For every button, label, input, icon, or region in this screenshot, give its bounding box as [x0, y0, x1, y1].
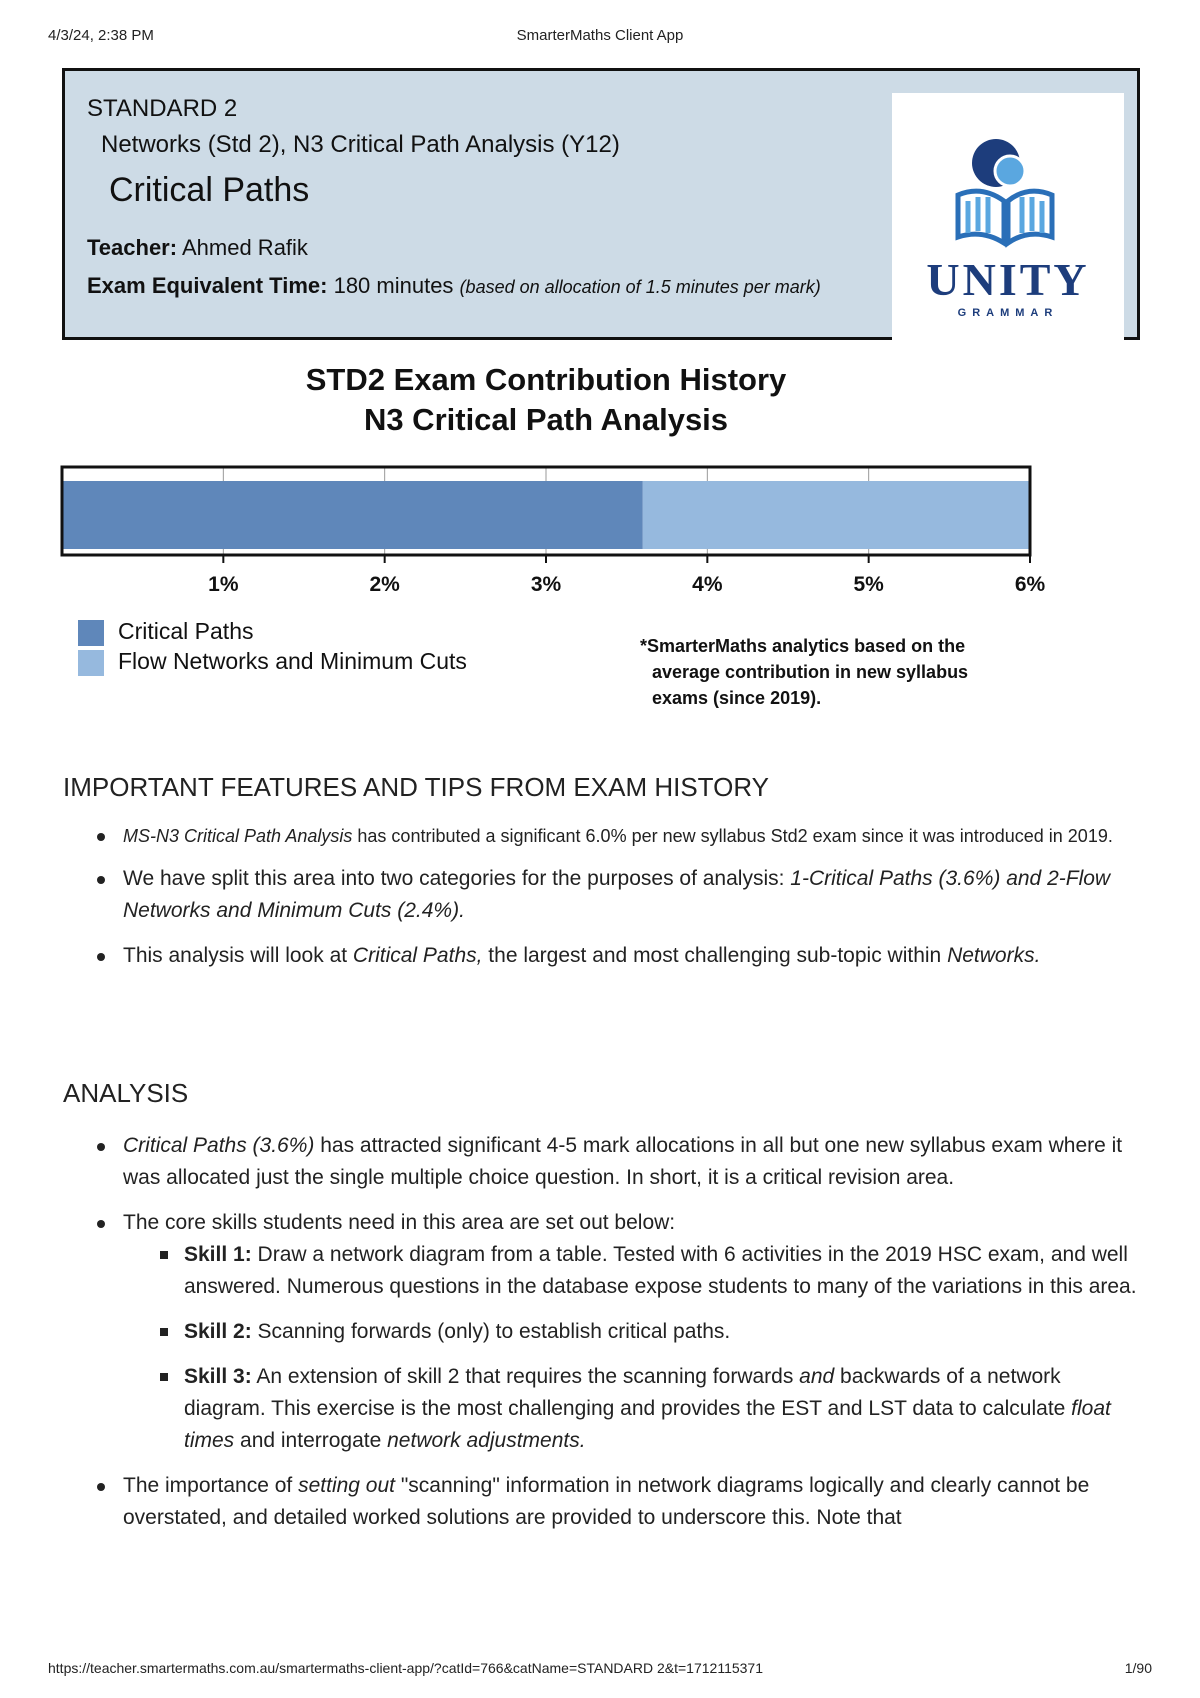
emphasis: MS-N3 Critical Path Analysis — [123, 826, 353, 846]
logo-emblem-icon — [892, 93, 1124, 253]
list-item: We have split this area into two categories for the purposes of analysis: 1-Critical Paths (3.6%) and 2-Flow Networks and Minimum Cuts (2.4%). — [95, 863, 1145, 927]
list-item: The importance of setting out "scanning" information in network diagrams logically and clearly cannot be overstated, and detailed worked solutions are provided to underscore this. Note that — [95, 1470, 1145, 1534]
bar-segment-flow-networks — [643, 481, 1030, 549]
chart-footnote — [640, 633, 1040, 711]
legend-label-critical-paths: Critical Paths — [118, 618, 254, 644]
emphasis: 1-Critical Paths (3.6%) and 2-Flow Networks and Minimum Cuts (2.4%). — [123, 867, 1111, 922]
worksheet-header — [62, 68, 1140, 340]
course-name: STANDARD 2 — [87, 95, 238, 122]
skill-item: Skill 2: Scanning forwards (only) to establish critical paths. — [156, 1316, 1145, 1348]
topic-name: Networks (Std 2), N3 Critical Path Analysis (Y12) — [101, 131, 620, 158]
tick-label: 4% — [692, 573, 723, 596]
list-item: The core skills students need in this area are set out below: Skill 1: Draw a network diagram from a table. Tested with 6 activities in the 2019 HSC exam, and well answered. Numerous questions in the database expose students to many of the variations in this area. Skill 2: Scanning forwards (only) to establish critical paths. Skill 3: An extension of skill 2 that requires the scanning forwards and backwards of a network diagram. This exercise is the most challenging and provides the EST and LST data to calculate float times and interrogate network adjustments. — [95, 1207, 1145, 1457]
teacher-label: Teacher: — [87, 235, 178, 260]
analysis-list — [95, 1130, 1145, 1547]
list-item: Critical Paths (3.6%) has attracted significant 4-5 mark allocations in all but one new syllabus exam where it was allocated just the single multiple choice question. In short, it is a critical revision area. — [95, 1130, 1145, 1194]
chart-title — [0, 360, 1092, 440]
list-item: This analysis will look at Critical Paths, the largest and most challenging sub-topic within Networks. — [95, 940, 1145, 972]
tick-label: 5% — [853, 573, 884, 596]
school-logo — [892, 93, 1124, 340]
section-heading-tips: IMPORTANT FEATURES AND TIPS FROM EXAM HISTORY — [63, 772, 769, 802]
exam-time-label: Exam Equivalent Time: — [87, 273, 328, 298]
teacher-line — [87, 235, 308, 261]
emphasis: Critical Paths, — [352, 944, 483, 967]
exam-time-note: (based on allocation of 1.5 minutes per mark) — [459, 277, 821, 297]
tick-label: 3% — [530, 573, 562, 596]
tick-label: 6% — [1014, 573, 1046, 596]
logo-subtitle: GRAMMAR — [957, 307, 1059, 319]
legend-swatch-flow-networks — [78, 650, 104, 676]
contribution-chart — [0, 455, 1200, 605]
chart-title-line2: N3 Critical Path Analysis — [363, 402, 729, 437]
print-url[interactable]: https://teacher.smartermaths.com.au/smartermaths-client-app/?catId=766&catName=STANDARD 2&t=1712115371 — [48, 1660, 763, 1676]
print-page-number: 1/90 — [1124, 1660, 1152, 1676]
bar-segment-critical-paths — [62, 481, 643, 549]
emphasis: Networks. — [947, 944, 1041, 967]
print-datetime: 4/3/24, 2:38 PM — [48, 27, 154, 44]
emphasis: Critical Paths (3.6%) — [123, 1134, 315, 1157]
legend-swatch-critical-paths — [78, 620, 104, 646]
tick-label: 1% — [208, 573, 239, 596]
worksheet-title: Critical Paths — [109, 171, 310, 209]
chart-title-line1: STD2 Exam Contribution History — [305, 362, 787, 397]
emphasis: setting out — [298, 1474, 395, 1497]
tick-label: 2% — [369, 573, 400, 596]
exam-time-line — [87, 273, 821, 299]
legend-label-flow-networks: Flow Networks and Minimum Cuts — [118, 648, 467, 674]
tips-list — [95, 822, 1145, 985]
print-app-title: SmarterMaths Client App — [516, 27, 684, 44]
section-heading-analysis: ANALYSIS — [63, 1078, 189, 1108]
teacher-name: Ahmed Rafik — [181, 235, 308, 260]
skill-item: Skill 3: An extension of skill 2 that requires the scanning forwards and backwards of a network diagram. This exercise is the most challenging and provides the EST and LST data to calculate float times and interrogate network adjustments. — [156, 1361, 1145, 1457]
skill-item: Skill 1: Draw a network diagram from a table. Tested with 6 activities in the 2019 HSC exam, and well answered. Numerous questions in the database expose students to many of the variations in this area. — [156, 1239, 1145, 1303]
list-item: MS-N3 Critical Path Analysis has contributed a significant 6.0% per new syllabus Std2 exam since it was introduced in 2019. — [95, 822, 1145, 850]
chart-note-line2: average contribution in new syllabus — [652, 662, 969, 682]
logo-wordmark: UNITY — [926, 254, 1090, 305]
exam-time-value: 180 minutes — [333, 273, 454, 298]
chart-note-line1: *SmarterMaths analytics based on the — [640, 636, 966, 656]
chart-note-line3: exams (since 2019). — [652, 688, 822, 708]
skills-list — [123, 1239, 1145, 1457]
